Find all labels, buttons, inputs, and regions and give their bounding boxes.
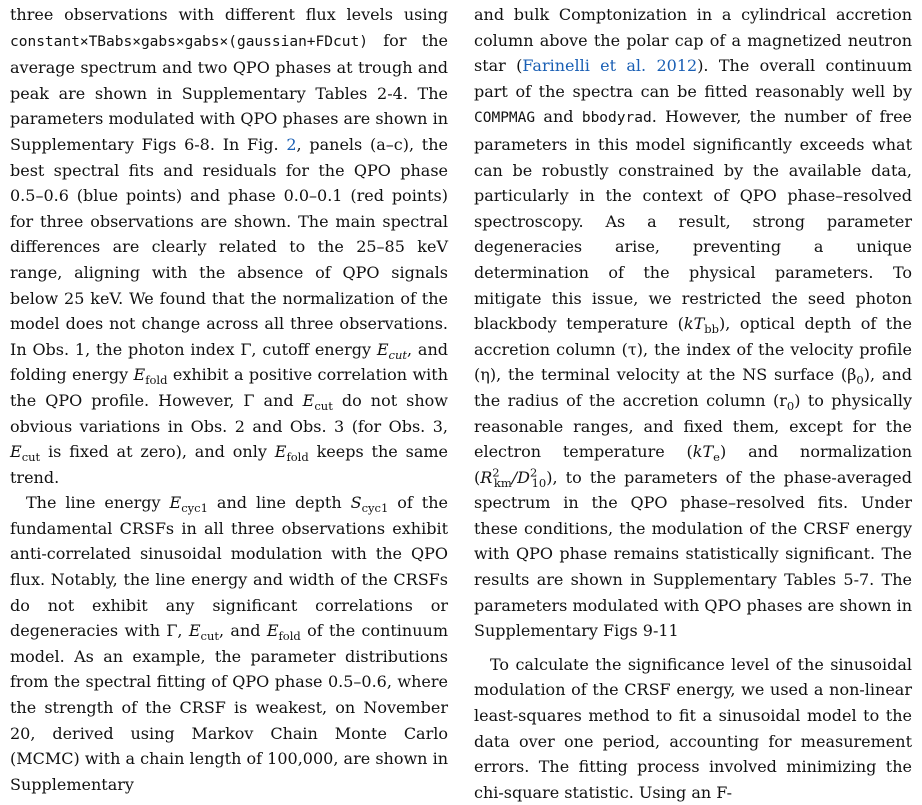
text-run: ), and the radius of the accretion column (r <box>474 365 913 410</box>
text-run: and line depth <box>207 493 351 513</box>
math-efold: $E_{fold}$ <box>133 365 168 388</box>
math-normalization: $R^2_{km}/D^2_{10}$ <box>480 465 547 490</box>
right-column <box>474 2 912 805</box>
text-run: . However, the number of free parameters in this model significantly exceeds what can be robustly constrained by the available data, particularly in the context of QPO phase–resolved spectroscopy. As a result, strong parameter degeneracies arise, preventing a unique determination of the physical parameters. To mitigate this issue, we restricted the seed photon blackbody temperature ( <box>474 107 913 334</box>
text-run: exhibit a positive correlation with the QPO profile. However, Γ and <box>10 365 449 410</box>
two-column-layout <box>10 2 912 805</box>
text-run: of the continuum model. As an example, the parameter distributions from the spectral fitting of QPO phase 0.5–0.6, where the strength of the CRSF is weakest, on November 20, derived using Markov Chain Monte Carlo (MCMC) with a chain length of 100,000, are shown in Supplementary <box>10 621 449 794</box>
text-run: ), to the parameters of the phase-averaged spectrum in the QPO phase–resolved fits. Under these conditions, the modulation of the CRSF energy with QPO phase remains statistically significant. The results are shown in Supplementary Tables 5-7. The parameters modulated with QPO phases are shown in Supplementary Figs 9-11 <box>474 467 912 641</box>
text-run: , and folding energy <box>10 339 448 385</box>
text-run: , panels (a–c), the best spectral fits and residuals for the QPO phase 0.5–0.6 (blue points) and phase 0.0–0.1 (red points) for three observations are shown. The main spectral differences are clearly related to the 25–85 keV range, aligning with the absence of QPO signals below 25 keV. We found that the normalization of the model does not change across all three observations. In Obs. 1, the photon index Γ, cutoff energy <box>10 134 448 359</box>
text-run: To calculate the significance level of the sinusoidal modulation of the CRSF energy, we used a non-linear least-squares method to fit a sinusoidal model to the data over one period, accounting for measurement errors. The fitting process involved minimizing the chi-square statistic. Using an F- <box>474 654 912 802</box>
text-run: keeps the same trend. <box>10 442 449 487</box>
text-run: of the fundamental CRSFs in all three observations exhibit anti-correlated sinusoidal modulation with the QPO flux. Notably, the line energy and width of the CRSFs do not exhibit any significant correlations or degeneracies with Γ, <box>10 493 449 641</box>
text-run: ). The overall continuum part of the spectra can be fitted reasonably well by <box>474 56 913 101</box>
left-column <box>10 2 448 805</box>
text-run: do not show obvious variations in Obs. 2 and Obs. 3 (for Obs. 3, <box>10 390 449 436</box>
text-run: for the average spectrum and two QPO phases at trough and peak are shown in Supplementary Tables 2-4. The parameters modulated with QPO phases are shown in Supplementary Figs 6-8. In Fig. <box>10 30 448 154</box>
math-ecut: $E_{cut}$ <box>188 621 220 644</box>
math-ecut: $E_{cut}$ <box>10 442 41 465</box>
paragraph-significance <box>474 652 912 805</box>
paragraph-spectral-fits <box>10 2 448 490</box>
subscript-zero: 0 <box>786 399 795 414</box>
text-run: ), optical depth of the accretion column (τ), the index of the velocity profile (η), the terminal velocity at the NS surface (β <box>474 314 912 385</box>
text-run: is fixed at zero), and only <box>40 442 275 462</box>
subscript-zero: 0 <box>856 373 864 388</box>
math-ecyc1: $E_{cyc1}$ <box>169 493 208 516</box>
text-run: and <box>535 107 582 127</box>
text-run: The line energy <box>26 493 170 513</box>
math-efold: $E_{fold}$ <box>266 621 301 644</box>
math-ktbb: $kT_{bb}$ <box>683 314 719 337</box>
model-name-compmag: COMPMAG <box>474 110 536 127</box>
text-run: , and <box>219 621 267 641</box>
text-run: and bulk Comptonization in a cylindrical accretion column above the polar cap of a magnetized neutron star ( <box>474 5 912 76</box>
math-ecut: $E_{cut}$ <box>302 390 333 414</box>
figure-link[interactable]: 2 <box>286 134 297 154</box>
math-efold: $E_{fold}$ <box>274 442 309 465</box>
math-ecut: $E_{cut}$ <box>376 339 408 362</box>
model-expression: constant×TBabs×gabs×gabs×(gaussian+FDcut) <box>10 33 368 50</box>
citation-link[interactable]: Farinelli et al. 2012 <box>522 56 698 76</box>
text-run: ) to physically reasonable ranges, and fixed them, except for the electron temperature ( <box>474 390 912 462</box>
math-scyc1: $S_{cyc1}$ <box>350 493 389 516</box>
math-kte: $kT_e$ <box>692 442 720 465</box>
paragraph-compmag-model <box>474 2 912 644</box>
model-name-bbodyrad: bbodyrad <box>581 110 652 127</box>
paragraph-crsf-modulation <box>10 490 448 797</box>
text-run: ) and normalization ( <box>474 442 913 487</box>
text-run: three observations with different flux levels using <box>10 5 448 24</box>
